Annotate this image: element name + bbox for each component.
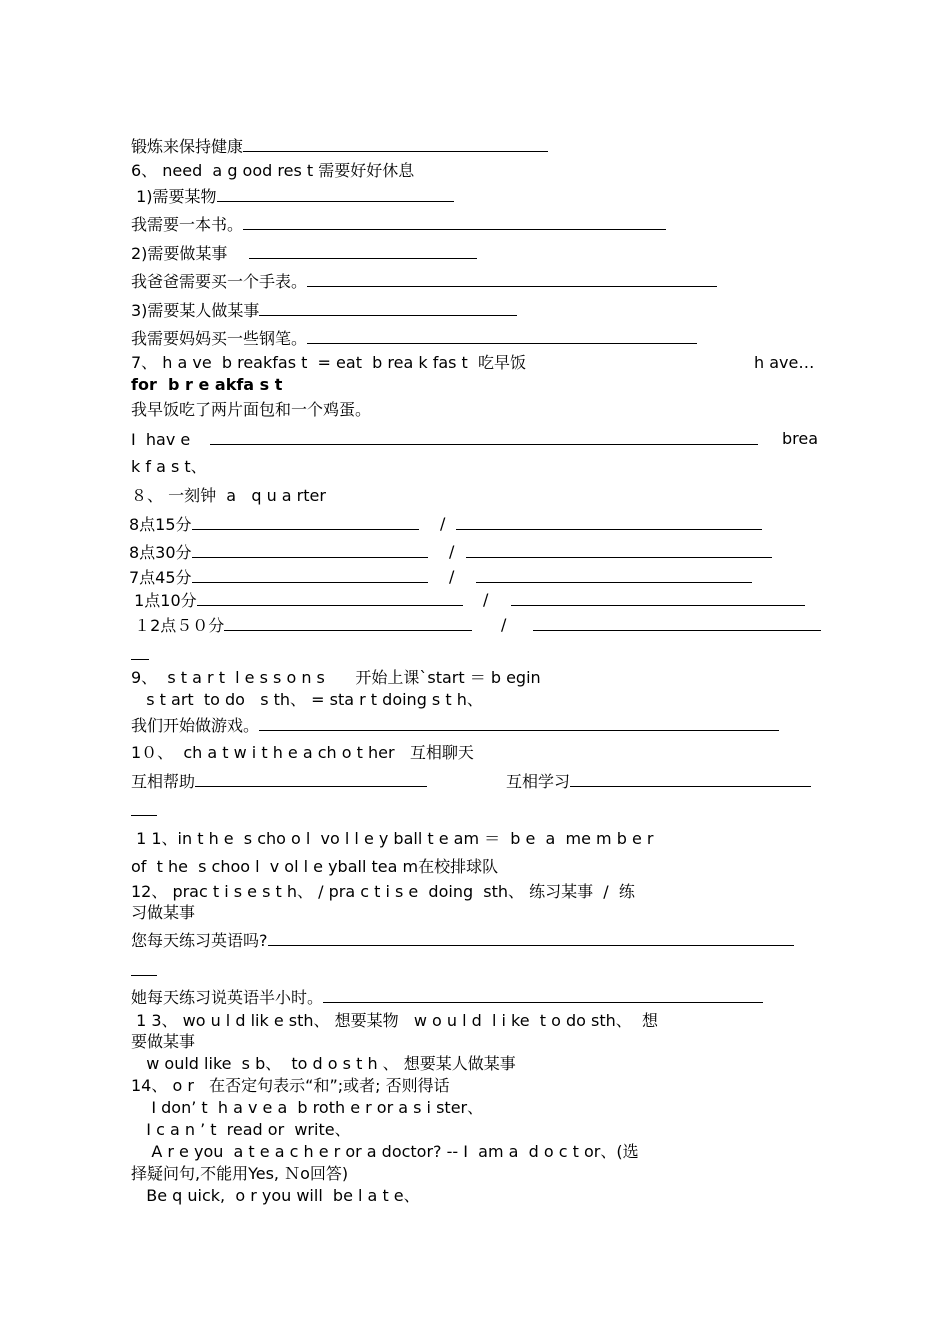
answer-blank [192, 567, 428, 583]
line-11 [131, 400, 371, 420]
line-1 [131, 136, 548, 157]
slash: / [483, 590, 489, 609]
line-27 [131, 882, 635, 902]
text: h ave… [754, 353, 815, 372]
answer-blank [210, 429, 758, 445]
line-12 [131, 429, 758, 450]
line-2 [131, 161, 414, 181]
line-24 [131, 771, 427, 792]
slash: / [501, 615, 507, 634]
line-37 [131, 1142, 639, 1162]
text: １2点５０分 [129, 616, 225, 635]
line-25 [131, 829, 653, 849]
line-36 [131, 1120, 351, 1140]
line-20 [131, 668, 541, 688]
text: 锻炼来保持健康 [131, 137, 244, 156]
text: 要做某事 [131, 1032, 196, 1051]
answer-blank [307, 328, 697, 344]
line-30 [131, 987, 763, 1008]
answer-blank [217, 186, 454, 202]
line-13 [131, 457, 207, 477]
text: I hav e [131, 430, 191, 449]
text: 我早饭吃了两片面包和一个鸡蛋。 [131, 400, 372, 419]
text: 1０、 ch a t w i t h e a ch o t her 互相聊天 [131, 743, 474, 762]
answer-blank [192, 542, 428, 558]
line-19 [129, 615, 472, 636]
line-16 [129, 542, 428, 563]
answer-blank [533, 615, 821, 631]
line-39 [131, 1186, 420, 1206]
answer-blank [476, 567, 752, 583]
text: 1)需要某物 [131, 187, 217, 206]
text: 7、 h a ve b reakfas t = eat b rea k fas t 吃早饭 [131, 353, 527, 372]
answer-blank [197, 590, 463, 606]
slash: / [440, 514, 446, 533]
line-4 [131, 214, 666, 235]
text: Be q uick, o r you will be l a t e、 [131, 1186, 420, 1205]
answer-blank [259, 715, 779, 731]
text: for b r e akfa s t [131, 375, 283, 394]
text: 您每天练习英语吗? [131, 931, 268, 950]
answer-blank [323, 987, 763, 1003]
text: 互相帮助 [131, 772, 196, 791]
answer-blank [131, 644, 149, 660]
line-8 [131, 328, 697, 349]
text: 7点45分 [129, 568, 192, 587]
text: 12、 prac t i s e s t h、 / pra c t i s e doing sth、 练习某事 / 练 [131, 882, 635, 901]
line-34 [131, 1076, 450, 1096]
text: 2)需要做某事 [131, 244, 228, 263]
line-38 [131, 1164, 348, 1184]
answer-blank [466, 542, 772, 558]
answer-blank [243, 214, 666, 230]
line-7 [131, 300, 517, 321]
answer-blank [224, 615, 472, 631]
line-5 [131, 243, 477, 264]
text: of t he s choo l v ol l e yball tea m在校排球队 [131, 857, 499, 876]
text: A r e you a t e a c h e r or a doctor? -- I am a d o c t or、(选 [131, 1142, 639, 1161]
line-3 [131, 186, 454, 207]
line-15 [129, 514, 419, 535]
answer-blank [307, 271, 717, 287]
text: 8点15分 [129, 515, 192, 534]
text: brea [782, 429, 819, 448]
text: k f a s t、 [131, 457, 207, 476]
text: 她每天练习说英语半小时。 [131, 988, 324, 1007]
text: 6、 need a g ood res t 需要好好休息 [131, 161, 415, 180]
answer-blank [249, 243, 477, 259]
slash: / [449, 567, 455, 586]
answer-blank [195, 771, 427, 787]
line-12-right [782, 429, 818, 449]
text: 1点10分 [129, 591, 197, 610]
line-29 [131, 930, 794, 951]
text: 9、 s t a r t l e s s o n s 开始上课`start ＝ b egin [131, 668, 541, 687]
line-14 [131, 486, 326, 506]
answer-blank [259, 300, 517, 316]
line-9 [131, 353, 526, 373]
line-33 [131, 1054, 516, 1074]
line-35 [131, 1098, 483, 1118]
text: 1 1、in t h e s cho o l vo l l e y ball t e am ＝ b e a me m b e r [131, 829, 654, 848]
answer-blank [131, 800, 157, 816]
text: 我们开始做游戏。 [131, 716, 260, 735]
line-24-right [506, 771, 811, 792]
line-6 [131, 271, 717, 292]
text: 择疑问句,不能用Yes, Ｎo回答) [131, 1164, 349, 1183]
line-31 [131, 1011, 658, 1031]
text: w ould like s b、 to d o s t h 、 想要某人做某事 [131, 1054, 516, 1073]
answer-blank [268, 930, 794, 946]
line-28 [131, 903, 195, 923]
text: 我需要一本书。 [131, 215, 244, 234]
line-22 [131, 715, 779, 736]
text: 我爸爸需要买一个手表。 [131, 272, 308, 291]
text: I don’ t h a v e a b roth e r or a s i ster、 [131, 1098, 484, 1117]
answer-blank [192, 514, 419, 530]
line-32 [131, 1032, 195, 1052]
text: I c a n ’ t read or write、 [131, 1120, 351, 1139]
line-18 [129, 590, 463, 611]
answer-blank [456, 514, 762, 530]
line-10 [131, 375, 282, 395]
text: 8点30分 [129, 543, 192, 562]
answer-blank [511, 590, 805, 606]
answer-blank [243, 136, 548, 152]
text: 1 3、 wo u l d lik e sth、 想要某物 w o u l d l i ke t o do sth、 想 [131, 1011, 658, 1030]
slash: / [449, 542, 455, 561]
text: 互相学习 [506, 772, 571, 791]
line-9-right [754, 353, 814, 373]
line-23 [131, 743, 474, 763]
line-17 [129, 567, 428, 588]
text: s t art to do s th、 = sta r t doing s t h、 [131, 690, 483, 709]
line-26 [131, 857, 498, 877]
answer-blank [570, 771, 811, 787]
line-21 [131, 690, 483, 710]
text: ８、 一刻钟 a q u a rter [131, 486, 326, 505]
text: 3)需要某人做某事 [131, 301, 260, 320]
text: 我需要妈妈买一些钢笔。 [131, 329, 308, 348]
answer-blank [131, 960, 157, 976]
text: 习做某事 [131, 903, 196, 922]
text: 14、 o r 在否定句表示“和”;或者; 否则得话 [131, 1076, 450, 1095]
